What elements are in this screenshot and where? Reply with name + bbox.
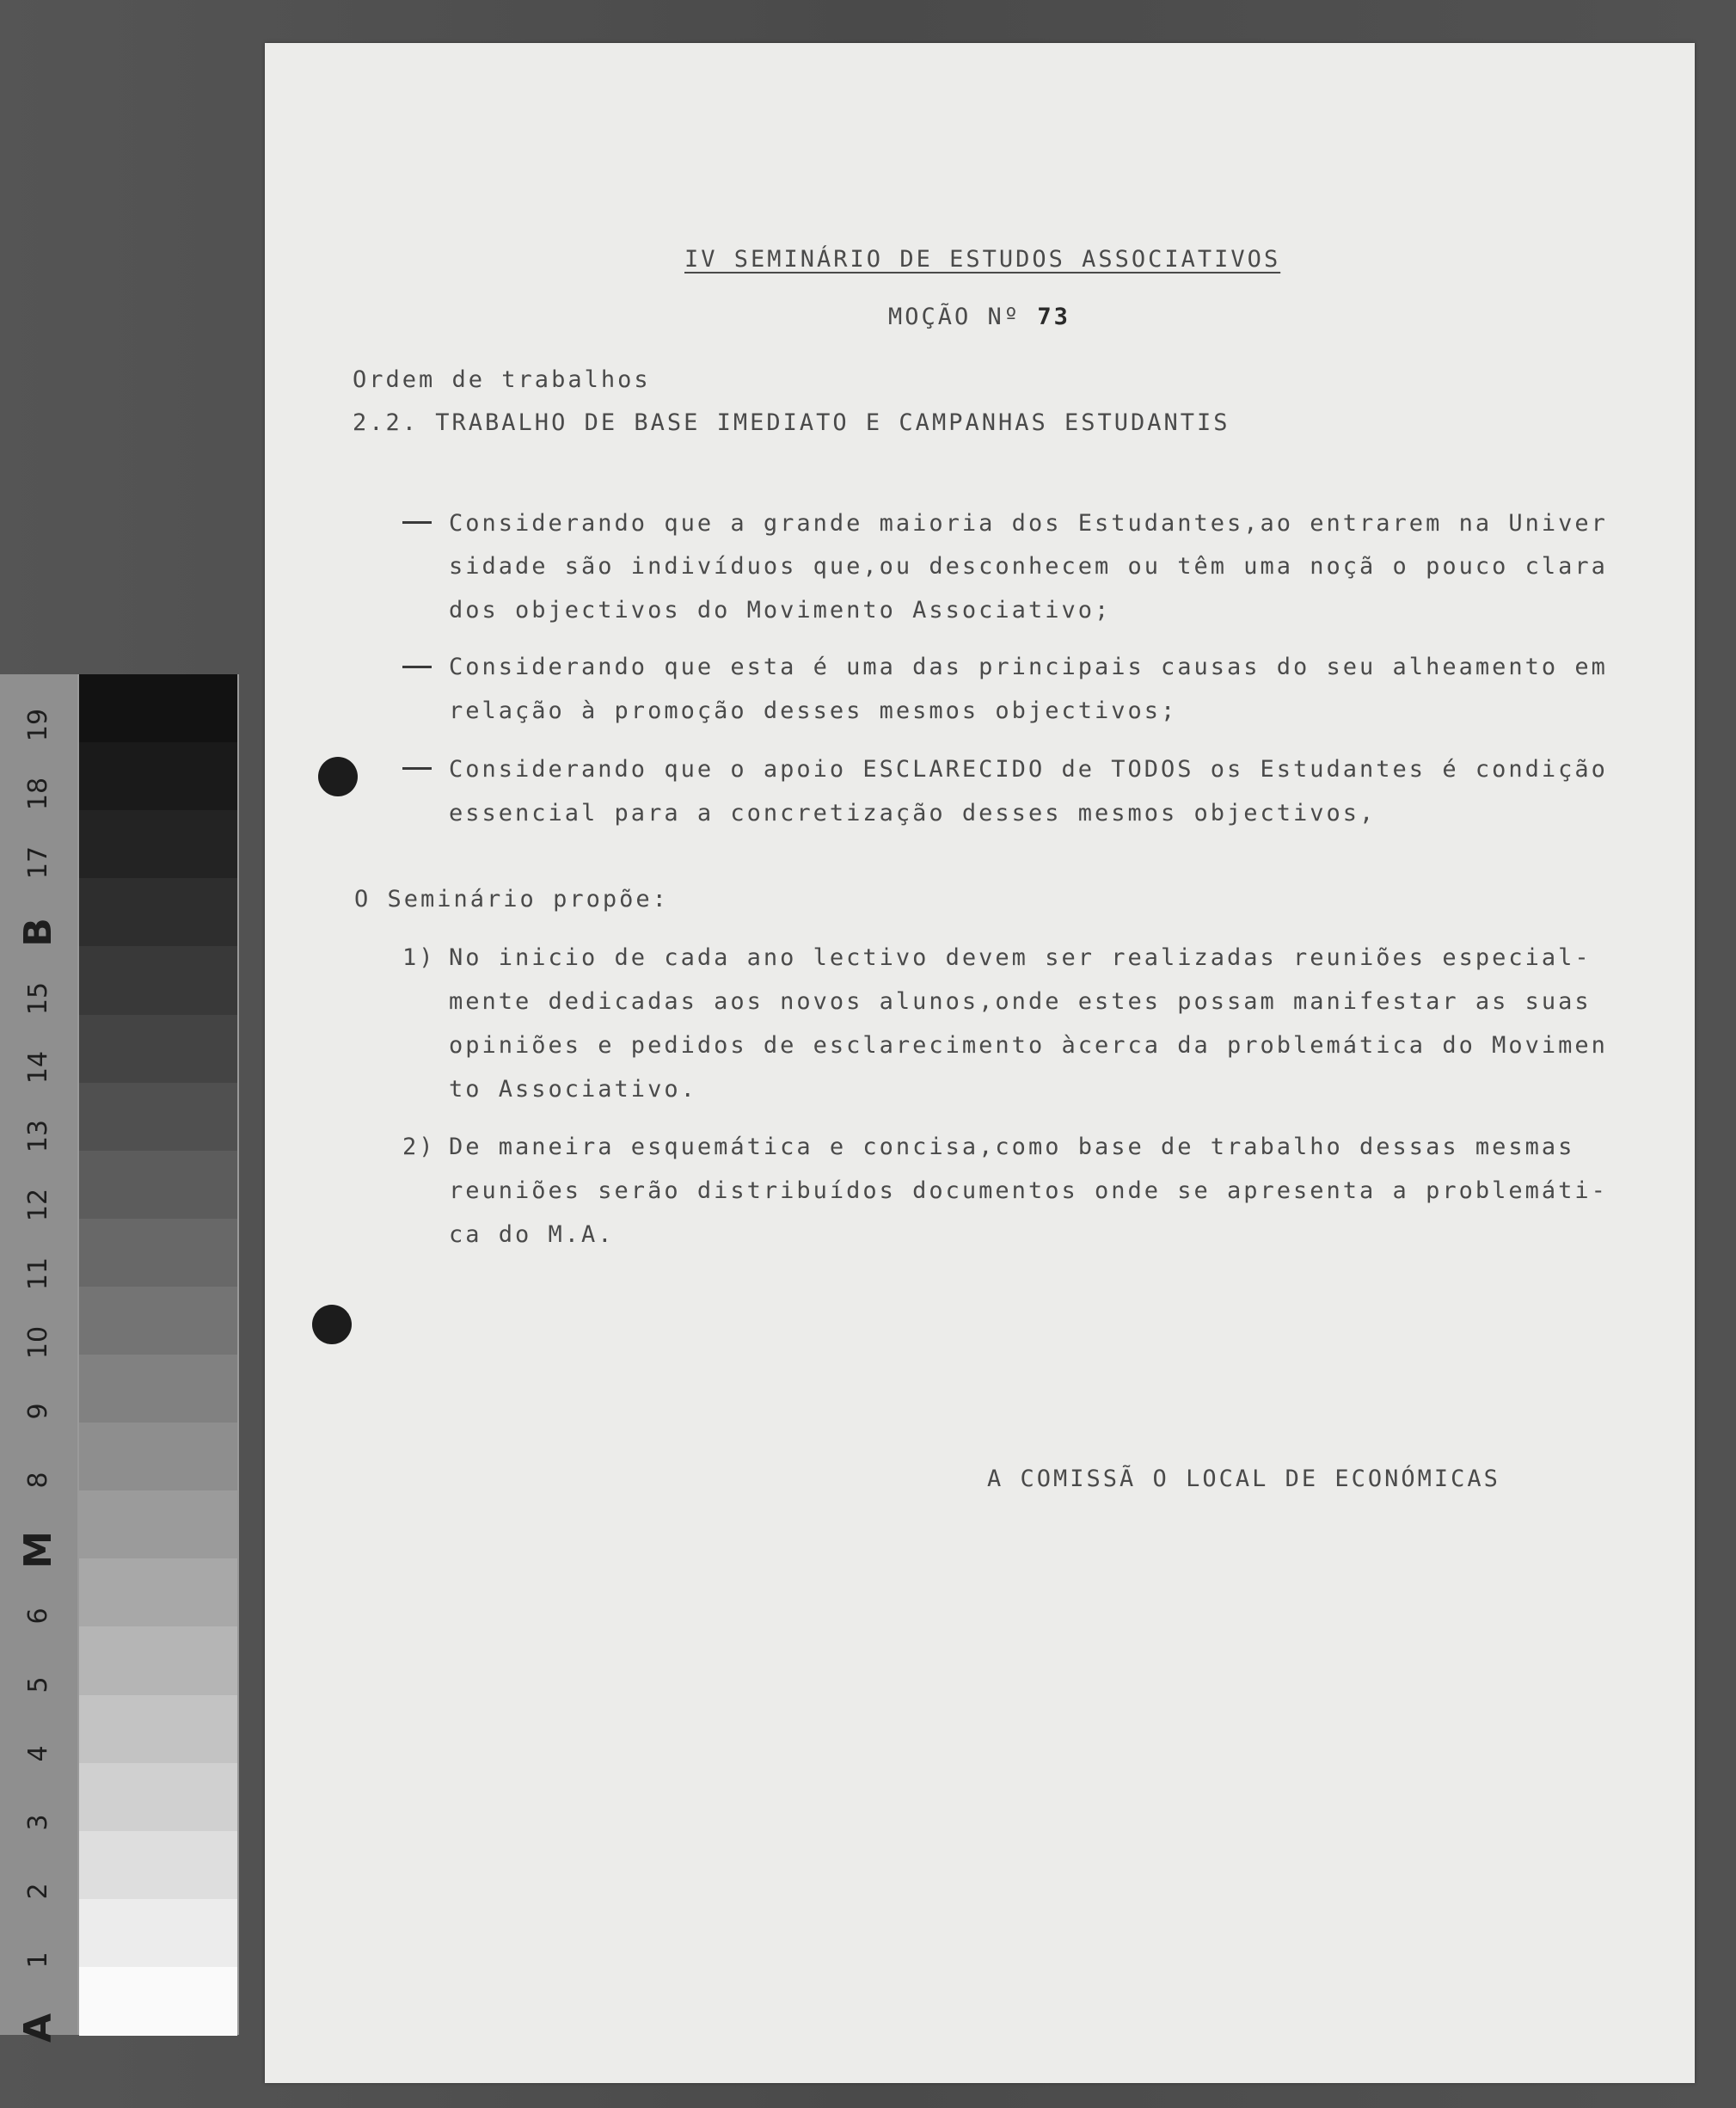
gray-patch: [79, 878, 237, 947]
proposal-intro: O Seminário propõe:: [354, 886, 669, 913]
signature: A COMISSÃ O LOCAL DE ECONÓMICAS: [987, 1466, 1500, 1492]
gray-patch: [79, 1083, 237, 1152]
proposal-number: 2): [402, 1134, 436, 1160]
proposal-line: No inicio de cada ano lectivo devem ser realizadas reuniões especial-: [449, 944, 1592, 971]
grayscale-calibration-strip: [0, 674, 239, 2043]
consideration-line: dos objectivos do Movimento Associativo;: [449, 597, 1112, 624]
proposal-line: to Associativo.: [449, 1076, 697, 1103]
consideration-line: Considerando que esta é uma das principais causas do seu alheamento em: [449, 654, 1608, 680]
gray-patch: [79, 1763, 237, 1832]
strip-label: 3: [23, 1814, 53, 1831]
proposal-line: De maneira esquemática e concisa,como base de trabalho dessas mesmas: [449, 1134, 1575, 1160]
punch-hole: [312, 1305, 352, 1344]
bullet-dash: [402, 666, 432, 668]
punch-hole: [318, 757, 358, 796]
gray-patch: [79, 810, 237, 879]
motion-number: 73: [1037, 304, 1070, 330]
strip-label: 8: [23, 1472, 53, 1489]
proposal-line: opiniões e pedidos de esclarecimento àcerca da problemática do Movimen: [449, 1032, 1608, 1059]
consideration-line: Considerando que o apoio ESCLARECIDO de TODOS os Estudantes é condição: [449, 756, 1608, 783]
strip-label: 12: [23, 1188, 53, 1222]
bullet-dash: [402, 521, 432, 524]
strip-label: 9: [23, 1403, 53, 1420]
proposal-line: reuniões serão distribuídos documentos onde se apresenta a problemáti-: [449, 1177, 1608, 1204]
gray-patch: [79, 1355, 237, 1423]
strip-label: 4: [23, 1745, 53, 1762]
gray-patch: [79, 1967, 237, 2036]
strip-label: B: [16, 918, 60, 947]
gray-patch: [79, 1015, 237, 1084]
agenda-item: 2.2. TRABALHO DE BASE IMEDIATO E CAMPANHAS ESTUDANTIS: [353, 409, 1230, 436]
strip-label: 18: [23, 777, 53, 811]
gray-patch: [79, 1490, 237, 1559]
strip-label: 1: [23, 1951, 53, 1969]
gray-patches: [79, 674, 237, 2035]
strip-label: 13: [23, 1119, 53, 1153]
motion-heading: [888, 305, 1070, 329]
motion-label: MOÇÃO Nº: [888, 304, 1021, 330]
gray-patch: [79, 674, 237, 743]
consideration-line: Considerando que a grande maioria dos Estudantes,ao entrarem na Univer: [449, 510, 1608, 537]
gray-patch: [79, 1899, 237, 1968]
strip-label: A: [16, 2013, 60, 2043]
strip-label: 5: [23, 1676, 53, 1693]
gray-patch: [79, 1558, 237, 1627]
gray-patch: [79, 1423, 237, 1491]
consideration-line: essencial para a concretização desses mesmos objectivos,: [449, 800, 1377, 827]
document-page: [265, 43, 1695, 2083]
strip-label: 6: [23, 1607, 53, 1625]
strip-label: 2: [23, 1883, 53, 1900]
gray-patch: [79, 1831, 237, 1900]
gray-patch: [79, 1695, 237, 1764]
bullet-dash: [402, 767, 432, 770]
gray-patch: [79, 946, 237, 1015]
strip-label: 10: [23, 1325, 53, 1360]
strip-label-column: [0, 674, 77, 2043]
gray-patch: [79, 1626, 237, 1695]
strip-label: 14: [23, 1050, 53, 1085]
strip-label: 19: [23, 708, 53, 742]
consideration-line: sidade são indivíduos que,ou desconhecem ou têm uma noçã o pouco clara: [449, 553, 1608, 580]
strip-label: M: [16, 1531, 60, 1569]
proposal-line: ca do M.A.: [449, 1221, 615, 1248]
strip-label: 15: [23, 981, 53, 1016]
document-title: IV SEMINÁRIO DE ESTUDOS ASSOCIATIVOS: [684, 246, 1281, 273]
strip-label: 11: [23, 1257, 53, 1291]
proposal-number: 1): [402, 944, 436, 971]
gray-patch: [79, 742, 237, 811]
consideration-line: relação à promoção desses mesmos objectivos;: [449, 698, 1178, 724]
strip-label: 17: [23, 845, 53, 880]
proposal-line: mente dedicadas aos novos alunos,onde estes possam manifestar as suas: [449, 988, 1592, 1015]
gray-patch: [79, 1287, 237, 1355]
gray-patch: [79, 1219, 237, 1288]
gray-patch: [79, 1151, 237, 1220]
agenda-label: Ordem de trabalhos: [353, 366, 651, 393]
